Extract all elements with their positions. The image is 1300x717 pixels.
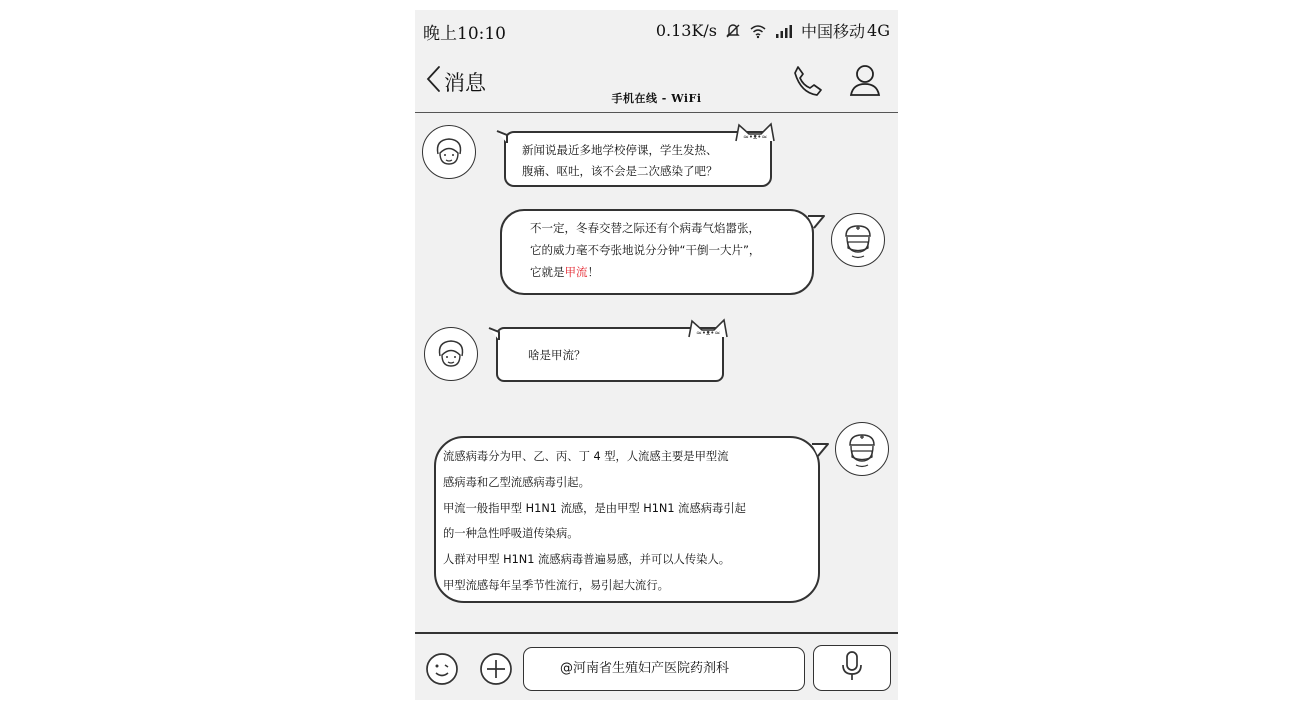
bubble-tail (810, 442, 830, 458)
message-line: 流感病毒分为甲、乙、丙、丁 4 型，人流感主要是甲型流 (443, 450, 729, 463)
message-line: 人群对甲型 H1N1 流感病毒普遍易感，并可以人传染人。 (443, 553, 731, 567)
message-line: 感病毒和乙型流感病毒引起。 (443, 475, 590, 489)
back-label: 消息 (444, 70, 486, 95)
cat-ears-icon (686, 317, 730, 339)
doctor-face-icon (838, 220, 878, 260)
svg-text:≈•ᴥ•≈: ≈•ᴥ•≈ (696, 329, 721, 337)
chat-header (415, 50, 898, 113)
phone-icon (790, 83, 824, 102)
doctor-face-icon (842, 429, 882, 469)
call-button[interactable] (790, 64, 824, 102)
message-line: 它的威力毫不夸张地说分分钟“干倒一大片”， (530, 243, 761, 257)
profile-button[interactable] (847, 62, 883, 102)
message-line: 新闻说最近多地学校停课，学生发热、 (522, 143, 718, 157)
message-line: 甲流一般指甲型 H1N1 流感，是由甲型 H1N1 流感病毒引起 (443, 501, 746, 515)
girl-face-icon (433, 336, 469, 372)
message-bubble-1 (504, 131, 772, 187)
page-title: 手机在线 - WiFi (611, 92, 702, 105)
message-input[interactable]: @河南省生殖妇产医院药剂科 (523, 647, 805, 691)
text-prefix: 它就是 (530, 265, 565, 279)
status-bar (415, 10, 898, 50)
message-bubble-2 (500, 209, 814, 295)
status-time: 晚上10:10 (423, 24, 506, 44)
message-line-last (530, 261, 812, 283)
bubble-tail (806, 214, 826, 230)
message-line: 的一种急性呼吸道传染病。 (443, 527, 579, 541)
status-right (656, 19, 890, 42)
doctor-avatar[interactable] (831, 213, 885, 267)
user-avatar[interactable] (422, 125, 476, 179)
network-speed: 0.13K/s (655, 21, 718, 40)
bubble-tail (487, 326, 501, 342)
message-line: 不一定，冬春交替之际还有个病毒气焰嚣张， (530, 221, 760, 235)
network-type: 4G (867, 21, 890, 40)
message-line: 啥是甲流？ (528, 348, 586, 362)
emoji-button[interactable] (425, 652, 459, 690)
text-suffix: ！ (587, 265, 599, 279)
message-line: 腹痛、呕吐，该不会是二次感染了吧？ (522, 164, 718, 178)
message-line: 甲型流感每年呈季节性流行，易引起大流行。 (443, 578, 669, 592)
carrier-name: 中国移动 (801, 22, 866, 41)
chat-screen (415, 10, 898, 700)
voice-button[interactable] (813, 645, 891, 691)
svg-text:≈•ᴥ•≈: ≈•ᴥ•≈ (743, 133, 768, 141)
plus-icon (479, 671, 513, 690)
mic-icon (840, 650, 864, 686)
profile-icon (847, 83, 883, 102)
emoji-icon (425, 671, 459, 690)
input-bar (415, 632, 898, 700)
cat-ears-icon (733, 121, 777, 143)
bubble-tail (495, 129, 509, 145)
signal-icon (775, 24, 793, 38)
mute-icon (725, 23, 741, 39)
girl-face-icon (431, 134, 467, 170)
highlight-keyword: 甲流 (564, 265, 588, 279)
add-button[interactable] (479, 652, 513, 690)
message-bubble-4 (434, 436, 820, 603)
doctor-avatar[interactable] (835, 422, 889, 476)
user-avatar[interactable] (424, 327, 478, 381)
wifi-icon (749, 23, 767, 39)
